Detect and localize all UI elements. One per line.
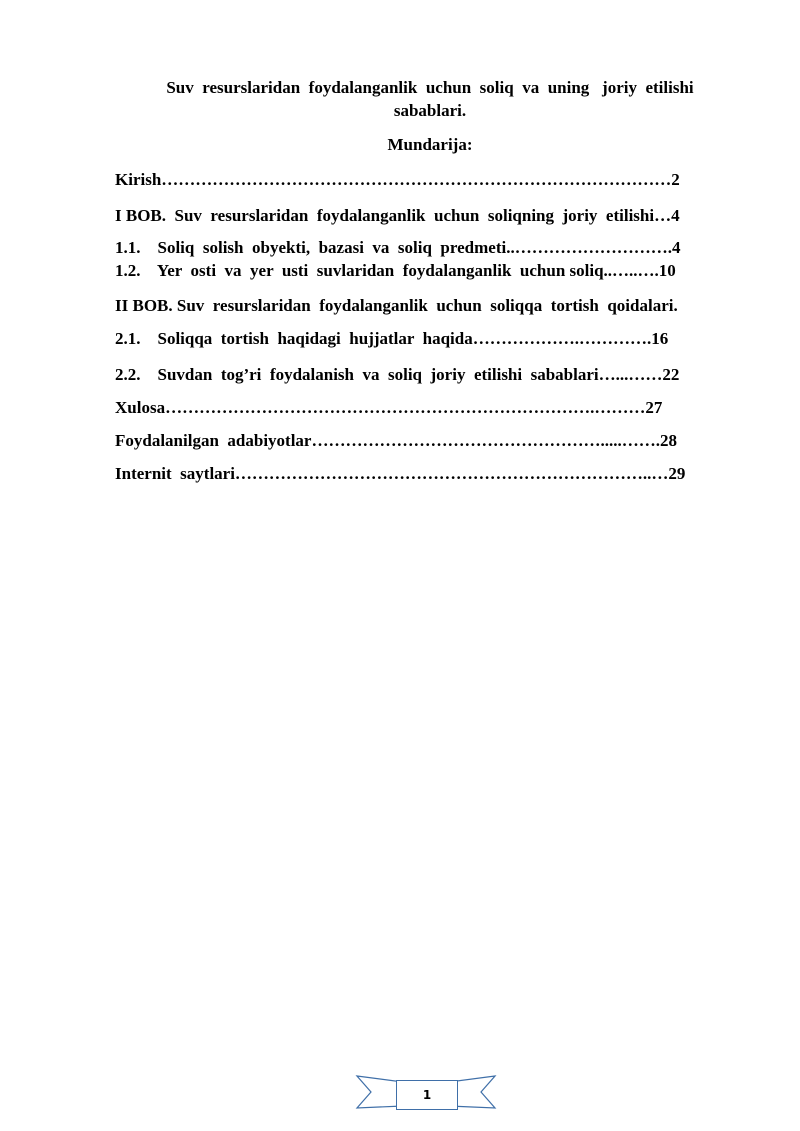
toc-heading: Mundarija: xyxy=(387,135,473,154)
toc-item-2-1: 2.1. Soliqqa tortish haqidagi hujjatlar haqida……………….………….16 xyxy=(115,329,669,348)
toc-item-1-1: 1.1. Soliq solish obyekti, bazasi va soliq predmeti..……………………….4 xyxy=(115,238,681,257)
toc-item-kirish: Kirish………………………………………………………………………………2 xyxy=(115,170,680,189)
document-title xyxy=(130,76,730,122)
title-line-2: sabablari. xyxy=(393,101,467,120)
toc-item-1-2: 1.2. Yer osti va yer usti suvlaridan foydalanganlik uchun soliq..…..….10 xyxy=(115,261,676,280)
toc-item-internet: Internit saytlari………………………………………………………………..…29 xyxy=(115,464,686,483)
page-number: 1 xyxy=(396,1080,458,1110)
toc-item-2-2: 2.2. Suvdan tog’ri foydalanish va soliq joriy etilishi sabablari…...……22 xyxy=(115,365,680,384)
title-line-1: Suv resurslaridan foydalanganlik uchun soliq va uning joriy etilishi xyxy=(166,78,694,97)
toc-item-xulosa: Xulosa………………………………………………………………….………27 xyxy=(115,398,663,417)
toc-item-chapter-1: I BOB. Suv resurslaridan foydalanganlik uchun soliqning joriy etilishi…4 xyxy=(115,206,680,225)
toc-item-adabiyotlar: Foydalanilgan adabiyotlar…………………………………………….....…….28 xyxy=(115,431,677,450)
toc-item-chapter-2: II BOB. Suv resurslaridan foydalanganlik uchun soliqqa tortish qoidalari. xyxy=(115,296,678,315)
